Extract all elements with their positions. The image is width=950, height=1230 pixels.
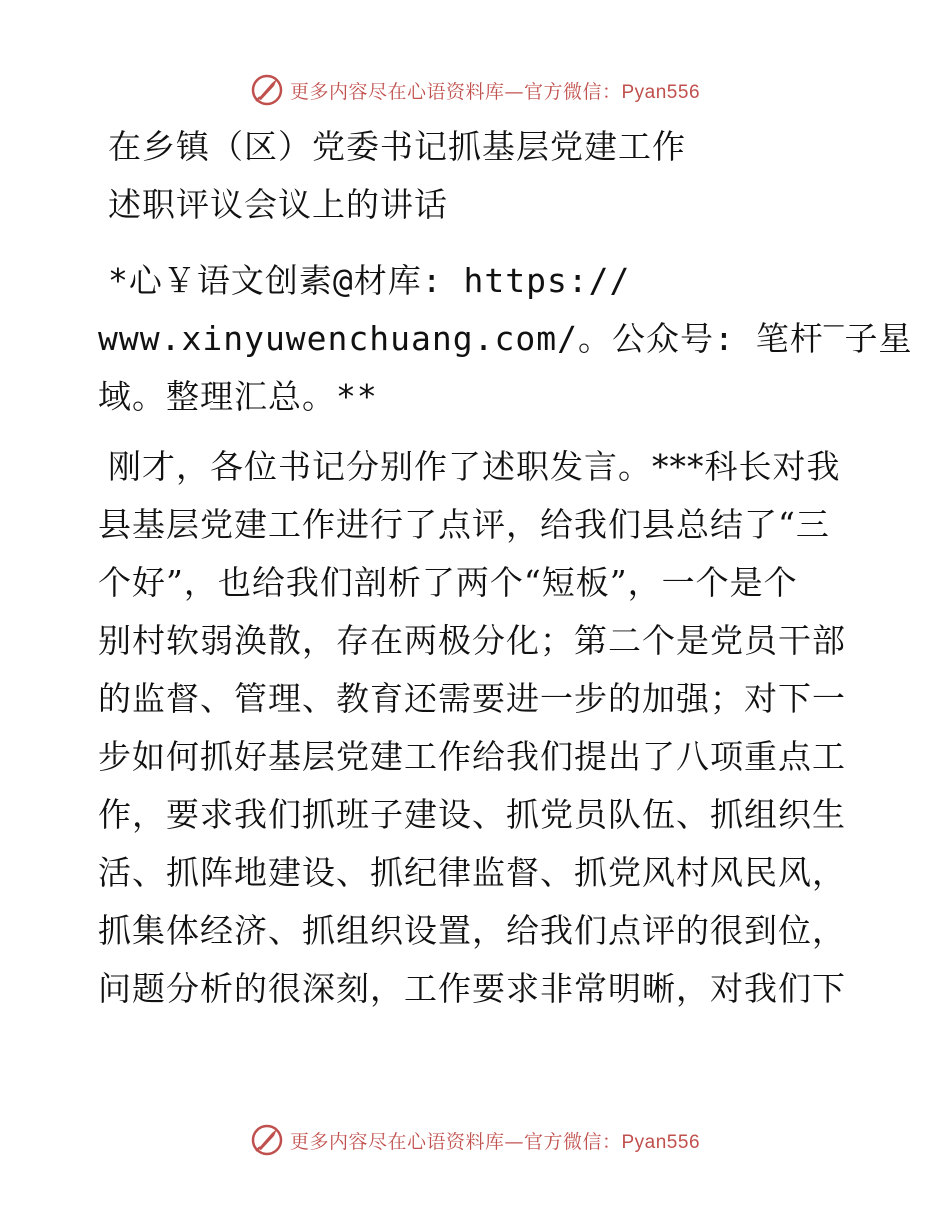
source-line-1: *心￥语文创素@材库: https:// [108, 261, 631, 300]
footer-banner [0, 1120, 950, 1160]
banner-separator: — [504, 80, 524, 103]
body-line-3: 个好”，也给我们剖析了两个“短板”，一个是个 [98, 563, 798, 602]
banner-wechat-id: Pyan556 [621, 1131, 701, 1153]
banner-text [290, 77, 700, 104]
quill-pen-circle-icon [250, 73, 284, 107]
body-line-9: 抓集体经济、抓组织设置，给我们点评的很到位， [98, 911, 846, 950]
body-line-4: 别村软弱涣散，存在两极分化；第二个是党员干部 [98, 621, 846, 660]
header-banner [0, 70, 950, 110]
body-line-2: 县基层党建工作进行了点评，给我们县总结了“三 [98, 505, 830, 544]
banner-text [290, 1127, 700, 1154]
banner-separator: — [504, 1130, 524, 1153]
banner-wechat-id: Pyan556 [621, 81, 701, 103]
body-line-8: 活、抓阵地建设、抓纪律监督、抓党风村风民风， [98, 853, 846, 892]
banner-site-name: 更多内容尽在心语资料库 [289, 80, 505, 103]
paragraph-gap [98, 426, 858, 438]
banner-wechat-label: 官方微信： [523, 1130, 622, 1153]
source-line-2: www.xinyuwenchuang.com/。公众号: 笔杆‾子星 [98, 319, 913, 358]
body-line-1: 刚才，各位书记分别作了述职发言。***科长对我 [108, 447, 841, 486]
body-line-7: 作，要求我们抓班子建设、抓党员队伍、抓组织生 [98, 795, 846, 834]
quill-pen-circle-icon [250, 1123, 284, 1157]
document-title-line-2: 述职评议会议上的讲话 [108, 185, 448, 224]
document-title-line-1: 在乡镇（区）党委书记抓基层党建工作 [108, 127, 686, 166]
body-line-5: 的监督、管理、教育还需要进一步的加强；对下一 [98, 679, 846, 718]
document-body [98, 118, 913, 1018]
banner-wechat-label: 官方微信： [523, 80, 622, 103]
body-line-10: 问题分析的很深刻，工作要求非常明晰，对我们下 [98, 969, 846, 1008]
banner-site-name: 更多内容尽在心语资料库 [289, 1130, 505, 1153]
source-line-3: 域。整理汇总。** [98, 377, 378, 416]
body-line-6: 步如何抓好基层党建工作给我们提出了八项重点工 [98, 737, 846, 776]
